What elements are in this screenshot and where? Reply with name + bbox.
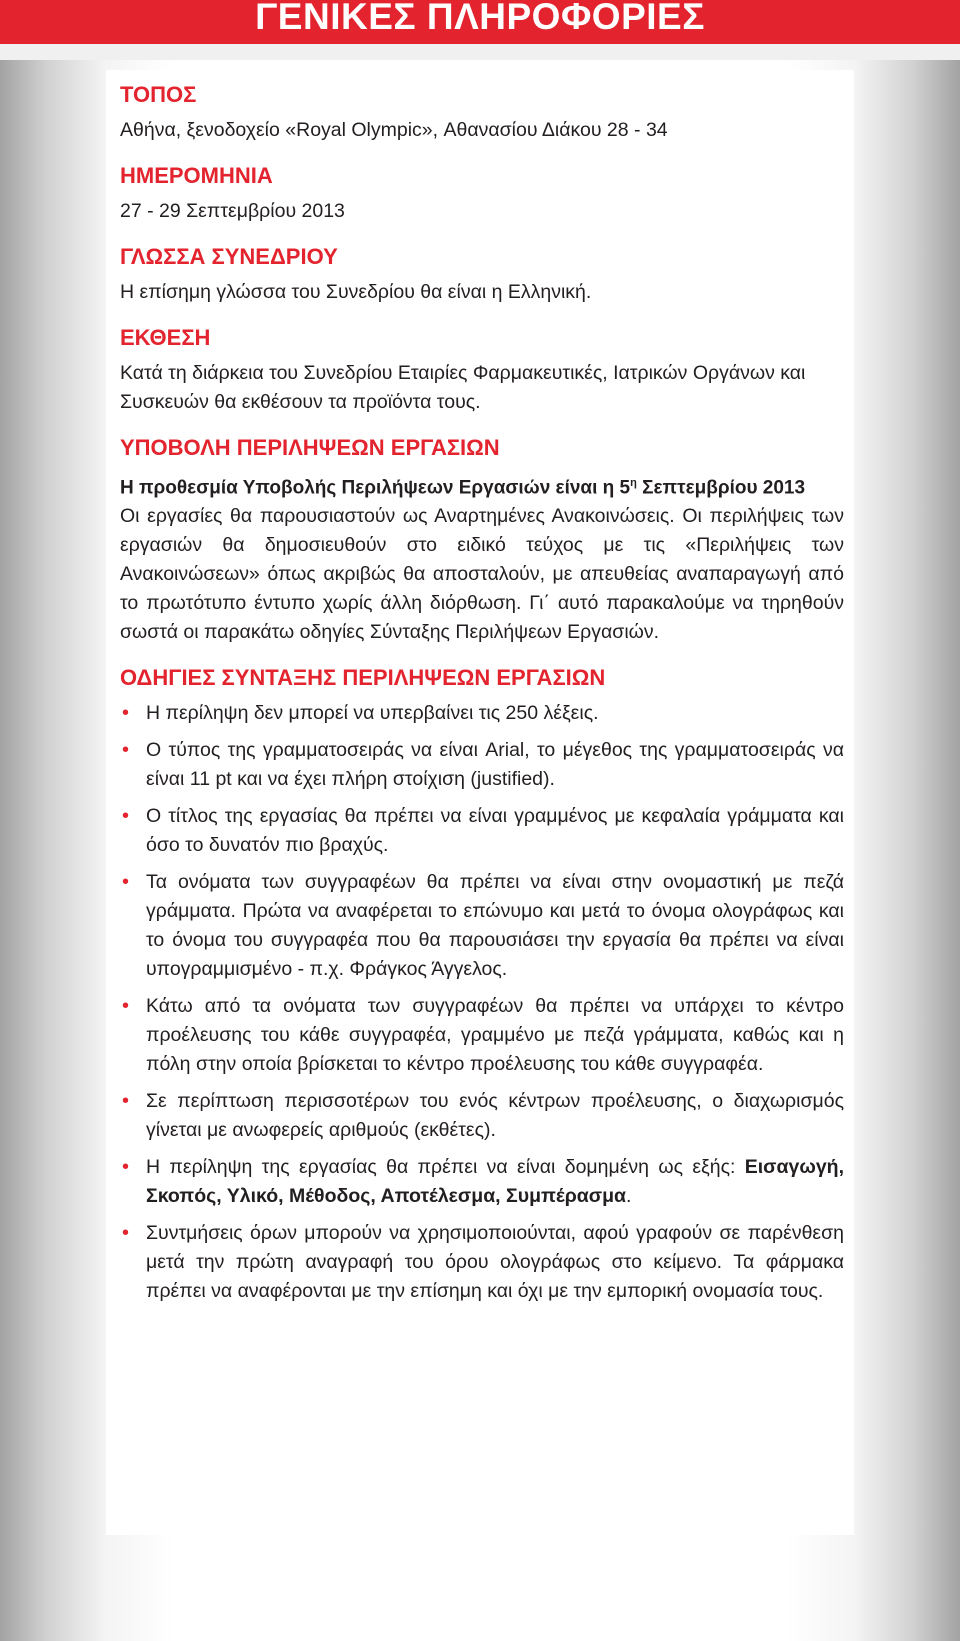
list-item-text: Τα ονόματα των συγγραφέων θα πρέπει να είναι στην ονομαστική με πεζά γράμματα. Πρώτα να αναφέρεται το επώνυμο και μετά το όνομα ολογράφως και το όνομα του συγγραφέα που θα παρουσιάσει την εργασία θα πρέπει να είναι υπογραμμισμένο - π.χ. Φράγκος Άγγελος. (146, 871, 844, 981)
list-item-text: Η περίληψη δεν μπορεί να υπερβαίνει τις 250 λέξεις. (146, 702, 599, 725)
exhibition-heading: ΕΚΘΕΣΗ (120, 325, 211, 350)
list-item (120, 1219, 844, 1306)
section-venue (120, 80, 844, 145)
section-date (120, 161, 844, 226)
list-item (120, 1087, 844, 1145)
deadline-suffix: Σεπτεμβρίου 2013 (636, 477, 806, 499)
structure-prefix: Η περίληψη της εργασίας θα πρέπει να είναι δομημένη ως εξής: (146, 1156, 745, 1179)
bullet-icon: • (122, 702, 130, 725)
list-item (120, 736, 844, 794)
info-panel (106, 70, 854, 1535)
list-item-text: Ο τύπος της γραμματοσειράς να είναι Arial, το μέγεθος της γραμματοσειράς να είναι 11 pt και να έχει πλήρη στοίχιση (justified). (146, 739, 844, 791)
submission-heading: ΥΠΟΒΟΛΗ ΠΕΡΙΛΗΨΕΩΝ ΕΡΓΑΣΙΩΝ (120, 435, 500, 460)
section-guidelines (120, 663, 844, 1306)
bullet-icon: • (122, 1222, 130, 1245)
list-item-text: Συντμήσεις όρων μπορούν να χρησιμοποιούνται, αφού γραφούν σε παρένθεση μετά την πρώτη αναγραφή του όρου ολογράφως στο κείμενο. Τα φάρμακα πρέπει να αναφέρονται με την επίσημη και όχι με την εμπορική ονομασία τους. (146, 1222, 844, 1303)
bullet-icon: • (122, 1156, 130, 1179)
guidelines-heading: ΟΔΗΓΙΕΣ ΣΥΝΤΑΞΗΣ ΠΕΡΙΛΗΨΕΩΝ ΕΡΓΑΣΙΩΝ (120, 665, 606, 691)
list-item-text: Σε περίπτωση περισσοτέρων του ενός κέντρων προέλευσης, ο διαχωρισμός γίνεται με ανωφερείς αριθμούς (εκθέτες). (146, 1090, 844, 1142)
bullet-icon: • (122, 871, 130, 894)
bullet-icon: • (122, 739, 130, 762)
bullet-icon: • (122, 995, 130, 1018)
language-heading: ΓΛΩΣΣΑ ΣΥΝΕΔΡΙΟΥ (120, 244, 338, 269)
bullet-icon: • (122, 1090, 130, 1113)
venue-heading: ΤΟΠΟΣ (120, 82, 197, 107)
list-item-structure (120, 1153, 844, 1211)
list-item-text: Ο τίτλος της εργασίας θα πρέπει να είναι γραμμένος με κεφαλαία γράμματα και όσο το δυνατόν πιο βραχύς. (146, 805, 844, 857)
list-item-text: Κάτω από τα ονόματα των συγγραφέων θα πρέπει να υπάρχει το κέντρο προέλευσης του κάθε συγγραφέα, γραμμένο με πεζά γράμματα, καθώς και η πόλη στην οποία βρίσκεται το κέντρο προέλευσης του κάθε συγγραφέα. (146, 995, 844, 1076)
list-item (120, 992, 844, 1079)
bullet-icon: • (122, 805, 130, 828)
section-exhibition (120, 323, 844, 417)
deadline-superscript: η (630, 477, 637, 489)
list-item (120, 868, 844, 984)
structure-suffix: . (626, 1185, 632, 1208)
venue-text: Αθήνα, ξενοδοχείο «Royal Olympic», Αθανασίου Διάκου 28 - 34 (120, 119, 668, 141)
list-item (120, 699, 844, 728)
date-heading: ΗΜΕΡΟΜΗΝΙΑ (120, 163, 273, 188)
page-title: ΓΕΝΙΚΕΣ ΠΛΗΡΟΦΟΡΙΕΣ (255, 0, 705, 37)
submission-deadline (120, 469, 844, 502)
section-submission (120, 433, 844, 647)
submission-text: Οι εργασίες θα παρουσιαστούν ως Αναρτημένες Ανακοινώσεις. Οι περιλήψεις των εργασιών θα δημοσιευθούν στο ειδικό τεύχος με τις «Περιλήψεις των Ανακοινώσεων» όπως ακριβώς θα αποσταλούν, με απευθείας αναπαραγωγή από το πρωτότυπο έντυπο χωρίς άλλη διόρθωση. Γι΄ αυτό παρακαλούμε να τηρηθούν σωστά οι παρακάτω οδηγίες Σύνταξης Περιλήψεων Εργασιών. (120, 505, 844, 644)
exhibition-text: Κατά τη διάρκεια του Συνεδρίου Εταιρίες Φαρμακευτικές, Ιατρικών Οργάνων και Συσκευών θα εκθέσουν τα προϊόντα τους. (120, 362, 806, 413)
list-item (120, 802, 844, 860)
header-band (0, 0, 960, 44)
structure-parts: Εισαγωγή, Σκοπός, Υλικό, Μέθοδος, Αποτέλεσμα, Συμπέρασμα (146, 1156, 844, 1208)
section-language (120, 242, 844, 307)
date-text: 27 - 29 Σεπτεμβρίου 2013 (120, 200, 345, 222)
language-text: Η επίσημη γλώσσα του Συνεδρίου θα είναι η Ελληνική. (120, 281, 592, 303)
guidelines-list (120, 699, 844, 1306)
deadline-prefix: Η προθεσμία Υποβολής Περιλήψεων Εργασιών είναι η 5 (120, 477, 631, 499)
